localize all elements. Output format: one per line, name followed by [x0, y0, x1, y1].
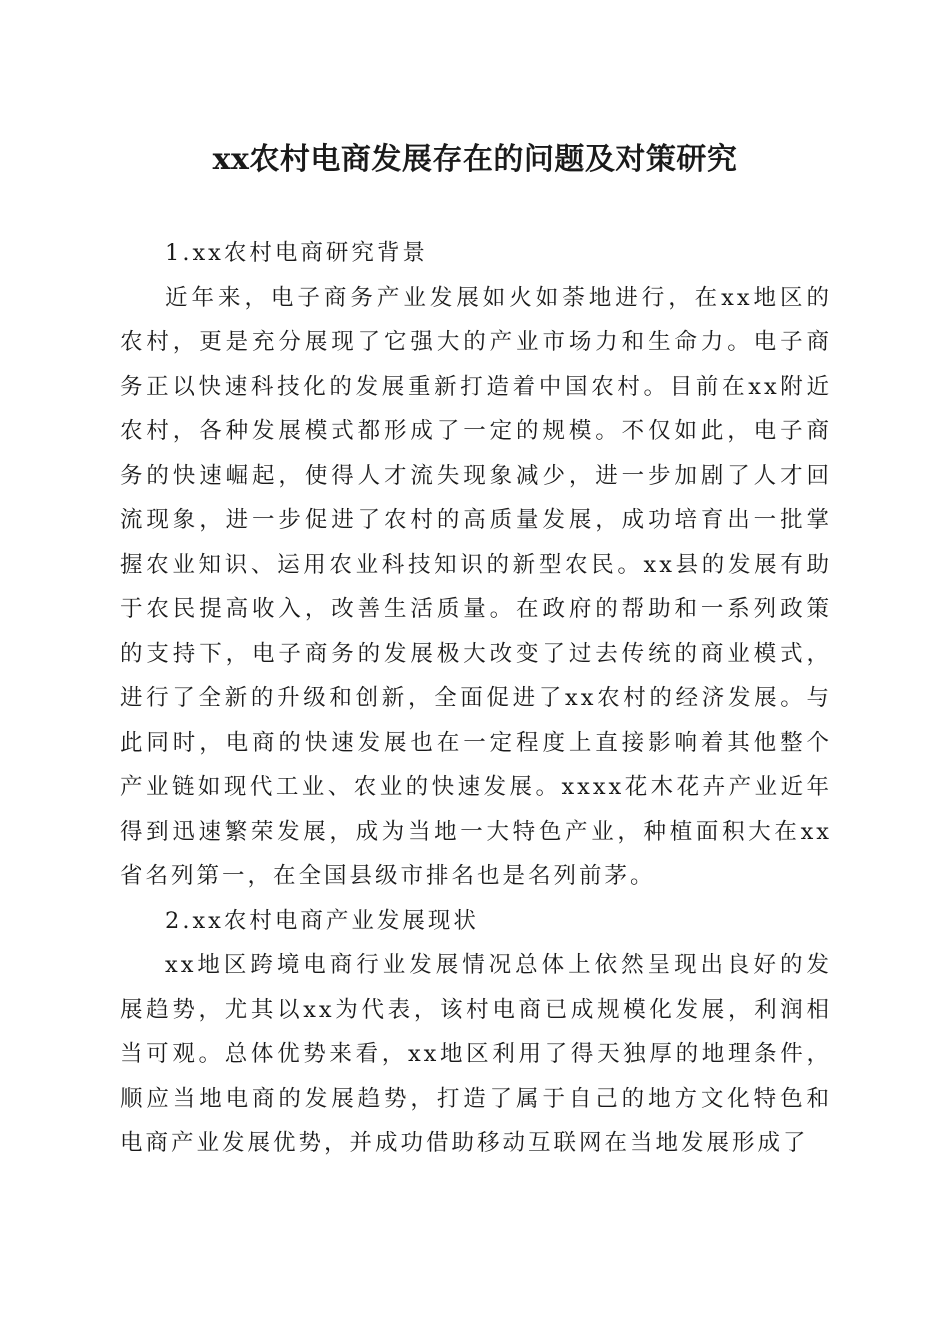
document-body — [120, 231, 832, 1166]
section-paragraph-status: xx地区跨境电商行业发展情况总体上依然呈现出良好的发展趋势，尤其以xx为代表，该村电商已成规模化发展，利润相当可观。总体优势来看，xx地区利用了得天独厚的地理条件，顺应当地电商的发展趋势，打造了属于自己的地方文化特色和电商产业发展优势，并成功借助移动互联网在当地发展形成了 — [120, 952, 832, 1156]
section-paragraph-background: 近年来，电子商务产业发展如火如荼地进行，在xx地区的农村，更是充分展现了它强大的产业市场力和生命力。电子商务正以快速科技化的发展重新打造着中国农村。目前在xx附近农村，各种发展模式都形成了一定的规模。不仅如此，电子商务的快速崛起，使得人才流失现象减少，进一步加剧了人才回流现象，进一步促进了农村的高质量发展，成功培育出一批掌握农业知识、运用农业科技知识的新型农民。xx县的发展有助于农民提高收入，改善生活质量。在政府的帮助和一系列政策的支持下，电子商务的发展极大改变了过去传统的商业模式，进行了全新的升级和创新，全面促进了xx农村的经济发展。与此同时，电商的快速发展也在一定程度上直接影响着其他整个产业链如现代工业、农业的快速发展。xxxx花木花卉产业近年得到迅速繁荣发展，成为当地一大特色产业，种植面积大在xx省名列第一，在全国县级市排名也是名列前茅。 — [120, 284, 832, 889]
section-heading-background: 1.xx农村电商研究背景 — [165, 240, 428, 266]
document-title: xx农村电商发展存在的问题及对策研究 — [212, 142, 738, 177]
section-heading-status: 2.xx农村电商产业发展现状 — [165, 907, 479, 934]
